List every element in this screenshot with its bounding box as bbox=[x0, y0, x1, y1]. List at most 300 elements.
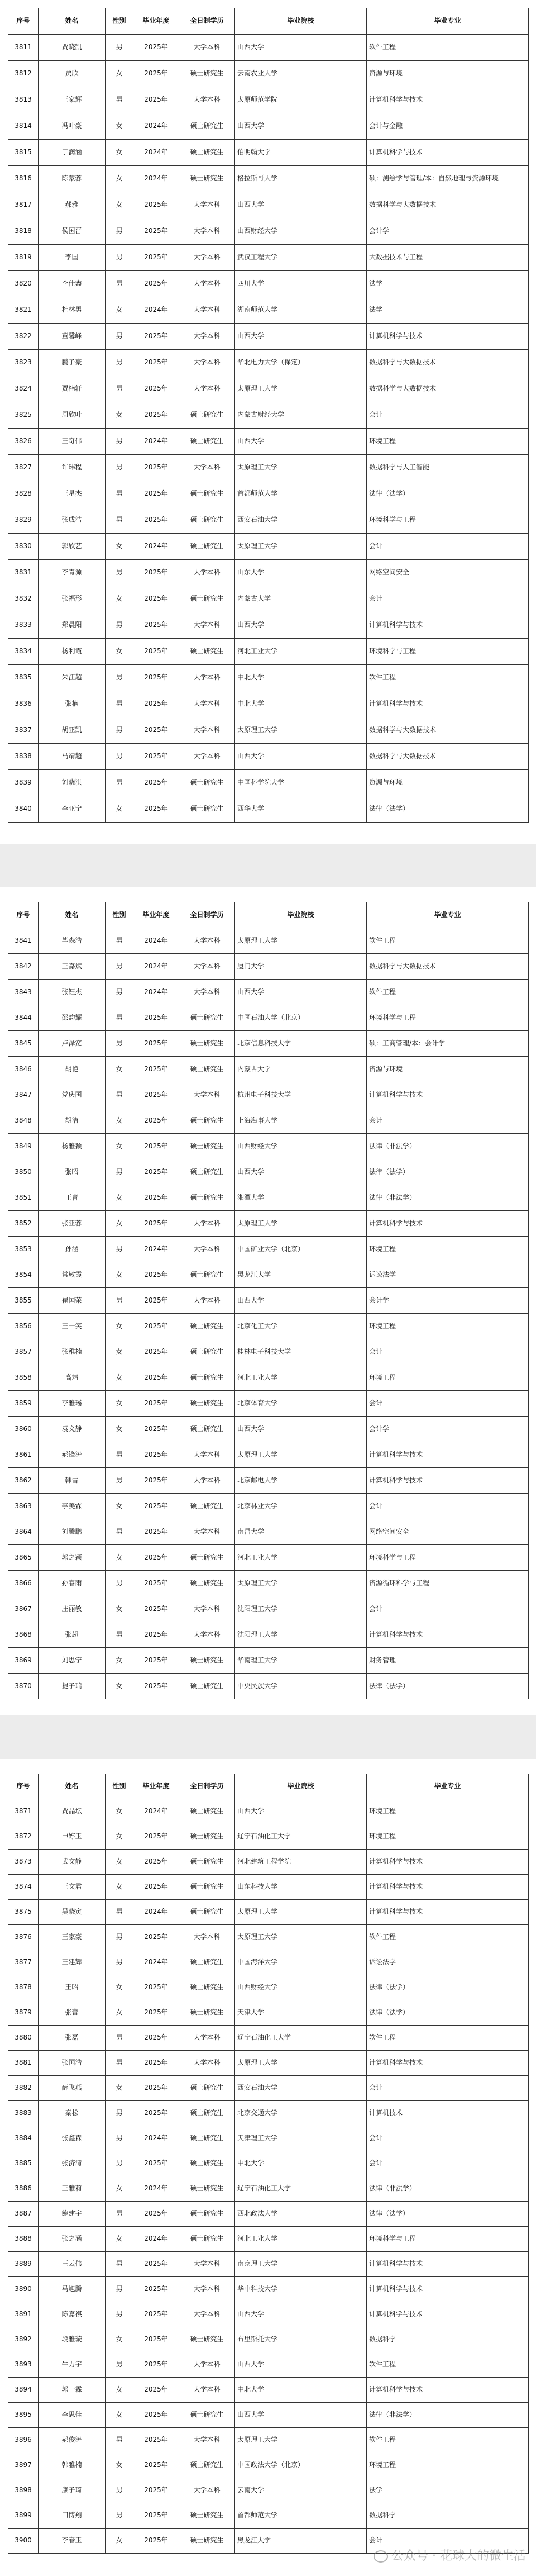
table-cell: 硕士研究生 bbox=[179, 1417, 235, 1442]
table-cell: 男 bbox=[106, 691, 133, 717]
table-cell: 杜林男 bbox=[39, 297, 106, 324]
table-cell: 男 bbox=[106, 954, 133, 980]
table-cell: 首都师范大学 bbox=[235, 2503, 367, 2529]
column-header: 全日制学历 bbox=[179, 8, 235, 35]
table-cell: 2025年 bbox=[133, 1850, 179, 1875]
table-cell: 中央民族大学 bbox=[235, 1674, 367, 1699]
table-cell: 男 bbox=[106, 455, 133, 481]
table-cell: 2025年 bbox=[133, 2000, 179, 2026]
table-row bbox=[8, 2227, 529, 2252]
table-cell: 张国浩 bbox=[39, 2051, 106, 2076]
table-cell: 大数据技术与工程 bbox=[367, 245, 529, 271]
table-cell: 女 bbox=[106, 1057, 133, 1082]
table-cell: 网络空间安全 bbox=[367, 560, 529, 586]
table-cell: 李思佳 bbox=[39, 2403, 106, 2428]
table-cell: 计算机科学与技术 bbox=[367, 1875, 529, 1900]
table-cell: 女 bbox=[106, 1134, 133, 1159]
table-cell: 环境工程 bbox=[367, 1799, 529, 1824]
table-row bbox=[8, 481, 529, 507]
table-cell: 3860 bbox=[8, 1417, 39, 1442]
table-cell: 3830 bbox=[8, 534, 39, 560]
table-row bbox=[8, 429, 529, 455]
table-cell: 张福形 bbox=[39, 586, 106, 612]
table-cell: 3858 bbox=[8, 1365, 39, 1391]
table-cell: 大学本科 bbox=[179, 1082, 235, 1108]
table-cell: 3899 bbox=[8, 2503, 39, 2529]
column-header: 毕业年度 bbox=[133, 902, 179, 928]
table-cell: 女 bbox=[106, 113, 133, 140]
table-cell: 硕士研究生 bbox=[179, 61, 235, 87]
table-cell: 2025年 bbox=[133, 1545, 179, 1571]
table-cell: 段雅璇 bbox=[39, 2327, 106, 2352]
table-row bbox=[8, 2202, 529, 2227]
table-cell: 女 bbox=[106, 1824, 133, 1850]
table-cell: 男 bbox=[106, 1925, 133, 1950]
table-cell: 郭一霖 bbox=[39, 2378, 106, 2403]
table-cell: 2025年 bbox=[133, 481, 179, 507]
table-cell: 法律（非法学） bbox=[367, 2403, 529, 2428]
table-cell: 硕士研究生 bbox=[179, 1057, 235, 1082]
table-page-1 bbox=[8, 8, 528, 823]
table-cell: 男 bbox=[106, 2478, 133, 2503]
table-cell: 2025年 bbox=[133, 2252, 179, 2277]
table-cell: 计算机科学与技术 bbox=[367, 1211, 529, 1237]
table-cell: 3853 bbox=[8, 1237, 39, 1262]
table-cell: 软件工程 bbox=[367, 35, 529, 61]
table-cell: 袁文静 bbox=[39, 1417, 106, 1442]
table-row bbox=[8, 2151, 529, 2176]
table-cell: 3866 bbox=[8, 1571, 39, 1596]
wechat-icon bbox=[374, 2550, 388, 2563]
table-cell: 3823 bbox=[8, 350, 39, 376]
table-cell: 3891 bbox=[8, 2302, 39, 2327]
table-cell: 辽宁石油化工大学 bbox=[235, 2176, 367, 2202]
table-cell: 女 bbox=[106, 1875, 133, 1900]
table-cell: 2024年 bbox=[133, 113, 179, 140]
table-cell: 3844 bbox=[8, 1005, 39, 1031]
table-cell: 四川大学 bbox=[235, 271, 367, 297]
table-cell: 首都师范大学 bbox=[235, 481, 367, 507]
table-cell: 李雅瑶 bbox=[39, 1391, 106, 1417]
table-cell: 会计 bbox=[367, 1339, 529, 1365]
table-cell: 计算机科学与技术 bbox=[367, 324, 529, 350]
table-cell: 大学本科 bbox=[179, 192, 235, 218]
table-cell: 3848 bbox=[8, 1108, 39, 1134]
table-cell: 计算机科学与技术 bbox=[367, 1900, 529, 1925]
table-cell: 辽宁石油化工大学 bbox=[235, 2026, 367, 2051]
table-cell: 吴晓寅 bbox=[39, 1900, 106, 1925]
table-cell: 男 bbox=[106, 245, 133, 271]
table-cell: 大学本科 bbox=[179, 245, 235, 271]
table-cell: 2024年 bbox=[133, 1950, 179, 1975]
table-row bbox=[8, 1468, 529, 1494]
table-cell: 3822 bbox=[8, 324, 39, 350]
table-cell: 计算机科学与技术 bbox=[367, 691, 529, 717]
table-cell: 韩雅楠 bbox=[39, 2453, 106, 2478]
table-cell: 3836 bbox=[8, 691, 39, 717]
table-cell: 山西财经大学 bbox=[235, 218, 367, 245]
table-cell: 南昌大学 bbox=[235, 1519, 367, 1545]
table-cell: 张济清 bbox=[39, 2151, 106, 2176]
table-row bbox=[8, 245, 529, 271]
table-cell: 2025年 bbox=[133, 87, 179, 113]
column-header: 性别 bbox=[106, 902, 133, 928]
table-row bbox=[8, 1824, 529, 1850]
table-cell: 3835 bbox=[8, 665, 39, 691]
table-cell: 刘騰鹏 bbox=[39, 1519, 106, 1545]
table-cell: 2025年 bbox=[133, 1185, 179, 1211]
table-cell: 会计 bbox=[367, 402, 529, 429]
table-cell: 2025年 bbox=[133, 1468, 179, 1494]
table-cell: 2025年 bbox=[133, 1108, 179, 1134]
table-cell: 2025年 bbox=[133, 1288, 179, 1314]
table-cell: 3873 bbox=[8, 1850, 39, 1875]
table-row bbox=[8, 2352, 529, 2378]
table-cell: 男 bbox=[106, 1900, 133, 1925]
table-cell: 硕：测绘学与管理/本：自然地理与资源环境 bbox=[367, 166, 529, 192]
table-cell: 诉讼法学 bbox=[367, 1262, 529, 1288]
table-cell: 法律（法学） bbox=[367, 2202, 529, 2227]
table-cell: 硕士研究生 bbox=[179, 586, 235, 612]
table-cell: 2025年 bbox=[133, 1417, 179, 1442]
table-cell: 3812 bbox=[8, 61, 39, 87]
table-cell: 河北建筑工程学院 bbox=[235, 1850, 367, 1875]
table-cell: 会计学 bbox=[367, 1288, 529, 1314]
column-header: 性别 bbox=[106, 1774, 133, 1799]
table-row bbox=[8, 744, 529, 770]
table-cell: 2024年 bbox=[133, 1900, 179, 1925]
column-header: 毕业院校 bbox=[235, 1774, 367, 1799]
table-cell: 中北大学 bbox=[235, 2151, 367, 2176]
table-row bbox=[8, 2453, 529, 2478]
table-cell: 中北大学 bbox=[235, 2378, 367, 2403]
table-cell: 环境工程 bbox=[367, 1237, 529, 1262]
table-cell: 大学本科 bbox=[179, 954, 235, 980]
table-row bbox=[8, 665, 529, 691]
table-cell: 资源与环境 bbox=[367, 1057, 529, 1082]
table-cell: 硕士研究生 bbox=[179, 1950, 235, 1975]
table-row bbox=[8, 1875, 529, 1900]
table-cell: 数据科学与大数据技术 bbox=[367, 376, 529, 402]
table-cell: 环境工程 bbox=[367, 1824, 529, 1850]
table-row bbox=[8, 560, 529, 586]
table-cell: 女 bbox=[106, 639, 133, 665]
table-cell: 数据科学与人工智能 bbox=[367, 455, 529, 481]
table-cell: 太原理工大学 bbox=[235, 376, 367, 402]
table-cell: 河北工业大学 bbox=[235, 1365, 367, 1391]
table-cell: 河北工业大学 bbox=[235, 1545, 367, 1571]
table-cell: 网络空间安全 bbox=[367, 1519, 529, 1545]
table-cell: 男 bbox=[106, 2202, 133, 2227]
table-cell: 3887 bbox=[8, 2202, 39, 2227]
table-cell: 计算机科学与技术 bbox=[367, 2252, 529, 2277]
table-row bbox=[8, 2026, 529, 2051]
table-cell: 女 bbox=[106, 2403, 133, 2428]
table-cell: 硕士研究生 bbox=[179, 2327, 235, 2352]
table-cell: 2025年 bbox=[133, 2453, 179, 2478]
table-cell: 山西大学 bbox=[235, 980, 367, 1005]
table-cell: 法律（法学） bbox=[367, 1975, 529, 2000]
table-cell: 软件工程 bbox=[367, 2428, 529, 2453]
table-cell: 牛力宇 bbox=[39, 2352, 106, 2378]
table-cell: 秦松 bbox=[39, 2101, 106, 2126]
table-cell: 3897 bbox=[8, 2453, 39, 2478]
table-cell: 硕士研究生 bbox=[179, 1494, 235, 1519]
table-cell: 2024年 bbox=[133, 1799, 179, 1824]
table-cell: 李美霖 bbox=[39, 1494, 106, 1519]
table-cell: 大学本科 bbox=[179, 2378, 235, 2403]
table-cell: 男 bbox=[106, 1442, 133, 1468]
table-cell: 硕士研究生 bbox=[179, 1134, 235, 1159]
table-cell: 2025年 bbox=[133, 245, 179, 271]
column-header: 全日制学历 bbox=[179, 902, 235, 928]
table-cell: 硕士研究生 bbox=[179, 1159, 235, 1185]
table-cell: 2025年 bbox=[133, 1314, 179, 1339]
table-cell: 2025年 bbox=[133, 639, 179, 665]
table-cell: 2025年 bbox=[133, 507, 179, 534]
table-cell: 男 bbox=[106, 665, 133, 691]
table-cell: 山西大学 bbox=[235, 1288, 367, 1314]
table-cell: 大学本科 bbox=[179, 271, 235, 297]
table-cell: 计算机科学与技术 bbox=[367, 1442, 529, 1468]
table-row bbox=[8, 2000, 529, 2026]
table-cell: 太原理工大学 bbox=[235, 1442, 367, 1468]
table-cell: 3862 bbox=[8, 1468, 39, 1494]
table-cell: 法学 bbox=[367, 297, 529, 324]
table-cell: 硕士研究生 bbox=[179, 1031, 235, 1057]
table-cell: 女 bbox=[106, 2176, 133, 2202]
table-cell: 3864 bbox=[8, 1519, 39, 1545]
table-cell: 2025年 bbox=[133, 612, 179, 639]
table-cell: 硕士研究生 bbox=[179, 2176, 235, 2202]
table-page-2 bbox=[8, 902, 528, 1699]
table-cell: 2025年 bbox=[133, 717, 179, 744]
table-cell: 2025年 bbox=[133, 1622, 179, 1648]
table-cell: 3838 bbox=[8, 744, 39, 770]
table-cell: 硕士研究生 bbox=[179, 2126, 235, 2151]
table-cell: 李青源 bbox=[39, 560, 106, 586]
table-row bbox=[8, 1159, 529, 1185]
table-cell: 大学本科 bbox=[179, 350, 235, 376]
table-cell: 2024年 bbox=[133, 166, 179, 192]
table-cell: 太原理工大学 bbox=[235, 928, 367, 954]
table-cell: 大学本科 bbox=[179, 35, 235, 61]
table-cell: 3879 bbox=[8, 2000, 39, 2026]
table-cell: 环境工程 bbox=[367, 1314, 529, 1339]
table-row bbox=[8, 2252, 529, 2277]
table-cell: 3854 bbox=[8, 1262, 39, 1288]
table-cell: 男 bbox=[106, 980, 133, 1005]
table-row bbox=[8, 586, 529, 612]
table-cell: 2025年 bbox=[133, 2529, 179, 2554]
table-row bbox=[8, 1494, 529, 1519]
table-cell: 3816 bbox=[8, 166, 39, 192]
table-cell: 计算机科学与技术 bbox=[367, 2277, 529, 2302]
table-row bbox=[8, 2176, 529, 2202]
table-cell: 2025年 bbox=[133, 350, 179, 376]
table-cell: 2025年 bbox=[133, 2051, 179, 2076]
page-separator bbox=[0, 844, 536, 887]
table-cell: 硕士研究生 bbox=[179, 1875, 235, 1900]
column-header: 全日制学历 bbox=[179, 1774, 235, 1799]
table-row bbox=[8, 2126, 529, 2151]
table-row bbox=[8, 639, 529, 665]
table-cell: 男 bbox=[106, 87, 133, 113]
table-cell: 2025年 bbox=[133, 1262, 179, 1288]
table-cell: 2025年 bbox=[133, 1057, 179, 1082]
table-cell: 李亚宁 bbox=[39, 796, 106, 823]
table-cell: 3890 bbox=[8, 2277, 39, 2302]
table-cell: 王雅莉 bbox=[39, 2176, 106, 2202]
table-cell: 男 bbox=[106, 429, 133, 455]
table-cell: 3894 bbox=[8, 2378, 39, 2403]
table-cell: 沈阳理工大学 bbox=[235, 1622, 367, 1648]
table-cell: 男 bbox=[106, 2503, 133, 2529]
table-cell: 2025年 bbox=[133, 1031, 179, 1057]
table-cell: 3855 bbox=[8, 1288, 39, 1314]
table-cell: 大学本科 bbox=[179, 717, 235, 744]
table-cell: 环境工程 bbox=[367, 429, 529, 455]
table-row bbox=[8, 2277, 529, 2302]
table-cell: 张楠 bbox=[39, 691, 106, 717]
table-row bbox=[8, 297, 529, 324]
table-cell: 硕士研究生 bbox=[179, 1850, 235, 1875]
table-row bbox=[8, 1005, 529, 1031]
table-cell: 硕士研究生 bbox=[179, 1824, 235, 1850]
table-cell: 郝雅 bbox=[39, 192, 106, 218]
table-cell: 张鑫森 bbox=[39, 2126, 106, 2151]
table-cell: 女 bbox=[106, 2000, 133, 2026]
table-cell: 3878 bbox=[8, 1975, 39, 2000]
table-cell: 厦门大学 bbox=[235, 954, 367, 980]
table-cell: 黑龙江大学 bbox=[235, 2529, 367, 2554]
table-cell: 法律（非法学） bbox=[367, 1185, 529, 1211]
table-cell: 男 bbox=[106, 1159, 133, 1185]
table-cell: 2024年 bbox=[133, 1237, 179, 1262]
table-cell: 男 bbox=[106, 560, 133, 586]
table-cell: 3824 bbox=[8, 376, 39, 402]
table-cell: 2025年 bbox=[133, 2277, 179, 2302]
table-cell: 卢泽宽 bbox=[39, 1031, 106, 1057]
table-cell: 硕士研究生 bbox=[179, 1975, 235, 2000]
table-cell: 中国科学院大学 bbox=[235, 770, 367, 796]
table-cell: 女 bbox=[106, 297, 133, 324]
table-cell: 刘思宁 bbox=[39, 1648, 106, 1674]
table-cell: 3841 bbox=[8, 928, 39, 954]
table-row bbox=[8, 2428, 529, 2453]
table-cell: 2024年 bbox=[133, 980, 179, 1005]
table-cell: 张钰杰 bbox=[39, 980, 106, 1005]
table-cell: 数据科学与大数据技术 bbox=[367, 192, 529, 218]
table-cell: 3832 bbox=[8, 586, 39, 612]
table-cell: 贾晓凯 bbox=[39, 35, 106, 61]
table-cell: 2025年 bbox=[133, 560, 179, 586]
table-cell: 大学本科 bbox=[179, 744, 235, 770]
column-header: 毕业院校 bbox=[235, 902, 367, 928]
table-cell: 天津大学 bbox=[235, 2000, 367, 2026]
table-cell: 女 bbox=[106, 1262, 133, 1288]
table-row bbox=[8, 1850, 529, 1875]
table-cell: 男 bbox=[106, 2277, 133, 2302]
table-cell: 薛飞燕 bbox=[39, 2076, 106, 2101]
table-cell: 会计与金融 bbox=[367, 113, 529, 140]
table-cell: 3849 bbox=[8, 1134, 39, 1159]
table-cell: 山西大学 bbox=[235, 35, 367, 61]
table-cell: 硕士研究生 bbox=[179, 1674, 235, 1699]
table-cell: 硕士研究生 bbox=[179, 796, 235, 823]
table-cell: 大学本科 bbox=[179, 324, 235, 350]
table-cell: 大学本科 bbox=[179, 1237, 235, 1262]
table-row bbox=[8, 1057, 529, 1082]
table-cell: 2025年 bbox=[133, 744, 179, 770]
table-cell: 3883 bbox=[8, 2101, 39, 2126]
table-row bbox=[8, 928, 529, 954]
table-cell: 会计 bbox=[367, 2151, 529, 2176]
table-row bbox=[8, 402, 529, 429]
table-cell: 2024年 bbox=[133, 2126, 179, 2151]
table-row bbox=[8, 1314, 529, 1339]
table-cell: 环境科学与工程 bbox=[367, 2227, 529, 2252]
table-row bbox=[8, 1031, 529, 1057]
column-header: 姓名 bbox=[39, 1774, 106, 1799]
table-cell: 孙春雨 bbox=[39, 1571, 106, 1596]
table-cell: 太原理工大学 bbox=[235, 717, 367, 744]
table-cell: 王家辉 bbox=[39, 87, 106, 113]
table-cell: 内蒙古大学 bbox=[235, 586, 367, 612]
table-cell: 男 bbox=[106, 1950, 133, 1975]
table-cell: 法律（法学） bbox=[367, 1159, 529, 1185]
table-row bbox=[8, 1622, 529, 1648]
table-row bbox=[8, 1925, 529, 1950]
table-cell: 云南大学 bbox=[235, 2478, 367, 2503]
table-row bbox=[8, 612, 529, 639]
table-row bbox=[8, 770, 529, 796]
table-cell: 2025年 bbox=[133, 691, 179, 717]
table-cell: 常敏霞 bbox=[39, 1262, 106, 1288]
table-row bbox=[8, 2302, 529, 2327]
table-cell: 3886 bbox=[8, 2176, 39, 2202]
table-cell: 女 bbox=[106, 1391, 133, 1417]
table-cell: 软件工程 bbox=[367, 980, 529, 1005]
table-cell: 女 bbox=[106, 166, 133, 192]
table-cell: 3870 bbox=[8, 1674, 39, 1699]
table-cell: 3814 bbox=[8, 113, 39, 140]
table-row bbox=[8, 717, 529, 744]
table-cell: 田博翔 bbox=[39, 2503, 106, 2529]
table-cell: 2025年 bbox=[133, 2101, 179, 2126]
table-cell: 3846 bbox=[8, 1057, 39, 1082]
table-cell: 陈蒙蓉 bbox=[39, 166, 106, 192]
table-cell: 数据科学 bbox=[367, 2503, 529, 2529]
table-cell: 2025年 bbox=[133, 1391, 179, 1417]
table-cell: 3851 bbox=[8, 1185, 39, 1211]
table-cell: 伯明翰大学 bbox=[235, 140, 367, 166]
table-cell: 王星杰 bbox=[39, 481, 106, 507]
table-row bbox=[8, 2378, 529, 2403]
table-cell: 李佳鑫 bbox=[39, 271, 106, 297]
table-cell: 于润涵 bbox=[39, 140, 106, 166]
table-cell: 女 bbox=[106, 192, 133, 218]
table-cell: 会计 bbox=[367, 586, 529, 612]
table-cell: 男 bbox=[106, 744, 133, 770]
table-cell: 王嘉斌 bbox=[39, 954, 106, 980]
table-row bbox=[8, 166, 529, 192]
table-cell: 大学本科 bbox=[179, 1519, 235, 1545]
table-cell: 3837 bbox=[8, 717, 39, 744]
table-cell: 西北政法大学 bbox=[235, 2202, 367, 2227]
table-cell: 大学本科 bbox=[179, 928, 235, 954]
table-cell: 男 bbox=[106, 2352, 133, 2378]
